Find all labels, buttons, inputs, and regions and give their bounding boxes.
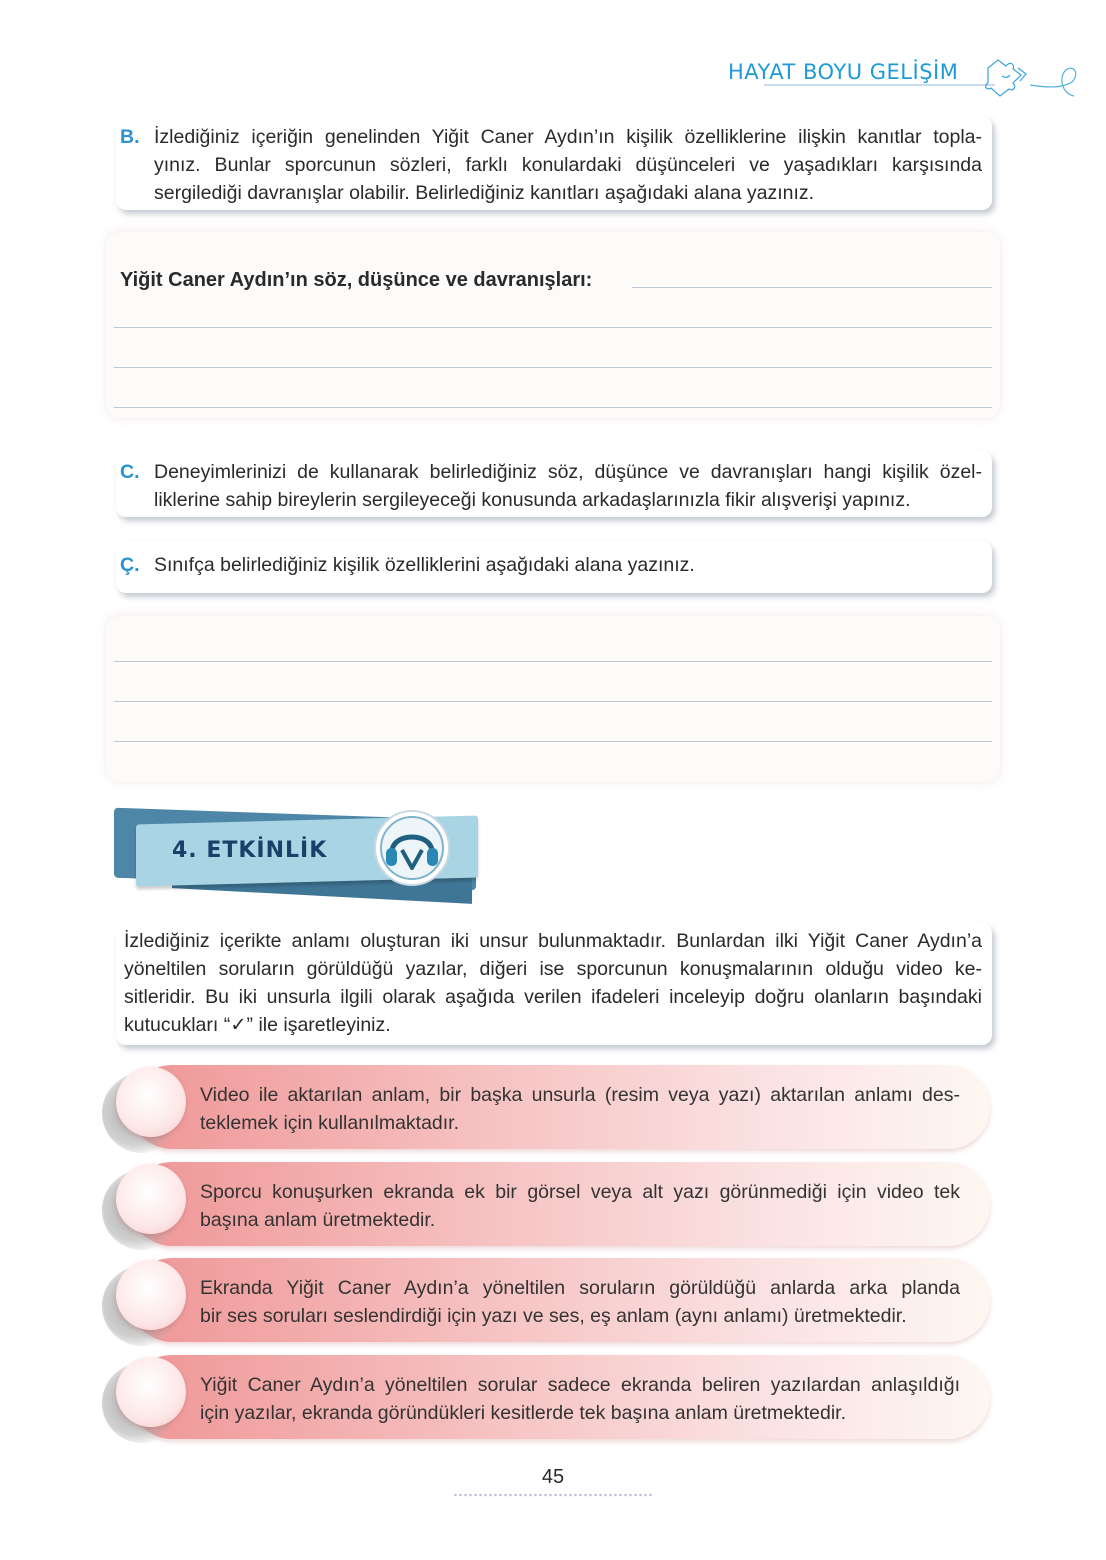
question-b-line: İzlediğiniz içeriğin genelinden Yiğit Caner Aydın’ın kişilik özelliklerine ilişkin kanıtlar topla- [154,126,982,148]
statement-line: Ekranda Yiğit Caner Aydın’a yöneltilen soruların görüldüğü anlarda arka planda [200,1277,960,1299]
question-c-box [116,451,992,517]
statement-item [110,1065,990,1149]
statement-checkbox[interactable] [116,1260,186,1330]
activity-instructions-box [116,923,992,1045]
statement-text [200,1274,960,1330]
answer-line[interactable] [632,287,992,288]
answer-line[interactable] [114,661,992,662]
activity-banner [112,808,492,904]
question-c-letter: C. [120,461,140,483]
headphones-icon [372,808,452,888]
statement-line: teklemek için kullanılmaktadır. [200,1112,460,1134]
question-cc-box [116,541,992,593]
activity-instructions-text [124,923,992,1049]
page-number-decoration [453,1493,653,1497]
statement-checkbox[interactable] [116,1357,186,1427]
answer-line[interactable] [114,367,992,368]
page-number: 45 [541,1466,565,1488]
statement-item [110,1258,990,1342]
statement-text [200,1178,960,1234]
question-b-letter: B. [120,126,140,148]
instruction-line: kutucukları “✓” ile işaretleyiniz. [124,1014,391,1036]
page-header [700,52,1100,102]
answer-area-b[interactable] [106,232,1000,418]
question-cc-line: Sınıfça belirlediğiniz kişilik özelliklerini aşağıdaki alana yazınız. [154,554,695,576]
statement-line: başına anlam üretmektedir. [200,1209,436,1231]
instruction-line: yöneltilen soruların görüldüğü yazılar, diğeri ise sporcunun konuşmalarının olduğu video ke- [124,958,982,980]
question-b-line: yınız. Bunlar sporcunun sözleri, farklı konulardaki düşünceleri ve yaşadıkları karşısında [154,154,982,176]
statement-line: bir ses soruları seslendirdiği için yazı ve ses, eş anlam (aynı anlamı) üretmektedir. [200,1305,907,1327]
statement-item [110,1162,990,1246]
header-title: HAYAT BOYU GELİŞİM [728,60,959,84]
question-b-box [116,116,992,210]
answer-line[interactable] [114,701,992,702]
statement-checkbox[interactable] [116,1067,186,1137]
statement-line: Video ile aktarılan anlam, bir başka unsurla (resim veya yazı) aktarılan anlamı des- [200,1084,960,1106]
question-cc-text [154,541,992,589]
statement-line: Yiğit Caner Aydın’a yöneltilen sorular sadece ekranda beliren yazılardan anlaşıldığı [200,1374,960,1396]
statement-item [110,1355,990,1439]
statement-checkbox[interactable] [116,1164,186,1234]
activity-title: 4. ETKİNLİK [172,838,328,863]
question-c-line: liklerine sahip bireylerin sergileyeceği konusunda arkadaşlarınızla fikir alışverişi yapınız. [154,489,911,511]
instruction-line: İzlediğiniz içerikte anlamı oluşturan iki unsur bulunmaktadır. Bunlardan ilki Yiğit Caner Aydın’a [124,930,982,952]
puzzle-icon [986,60,1026,96]
statement-text [200,1081,960,1137]
question-b-line: sergilediği davranışlar olabilir. Belirlediğiniz kanıtları aşağıdaki alana yazınız. [154,182,815,204]
question-c-text [154,451,992,524]
instruction-line: sitleridir. Bu iki unsurla ilgili olarak aşağıda verilen ifadeleri inceleyip doğru olanların başındaki [124,986,982,1008]
answer-line[interactable] [114,407,992,408]
answer-line[interactable] [114,741,992,742]
question-c-line: Deneyimlerinizi de kullanarak belirlediğiniz söz, düşünce ve davranışları hangi kişilik özel- [154,461,982,483]
answer-label: Yiğit Caner Aydın’ın söz, düşünce ve davranışları: [120,269,593,291]
question-cc-letter: Ç. [120,554,140,576]
statement-line: için yazılar, ekranda göründükleri kesitlerde tek başına anlam üretmektedir. [200,1402,847,1424]
answer-line[interactable] [114,327,992,328]
statement-text [200,1371,960,1427]
answer-area-cc[interactable] [106,616,1000,782]
statement-line: Sporcu konuşurken ekranda ek bir görsel veya alt yazı görünmediği için video tek [200,1181,960,1203]
question-b-text [154,116,992,217]
